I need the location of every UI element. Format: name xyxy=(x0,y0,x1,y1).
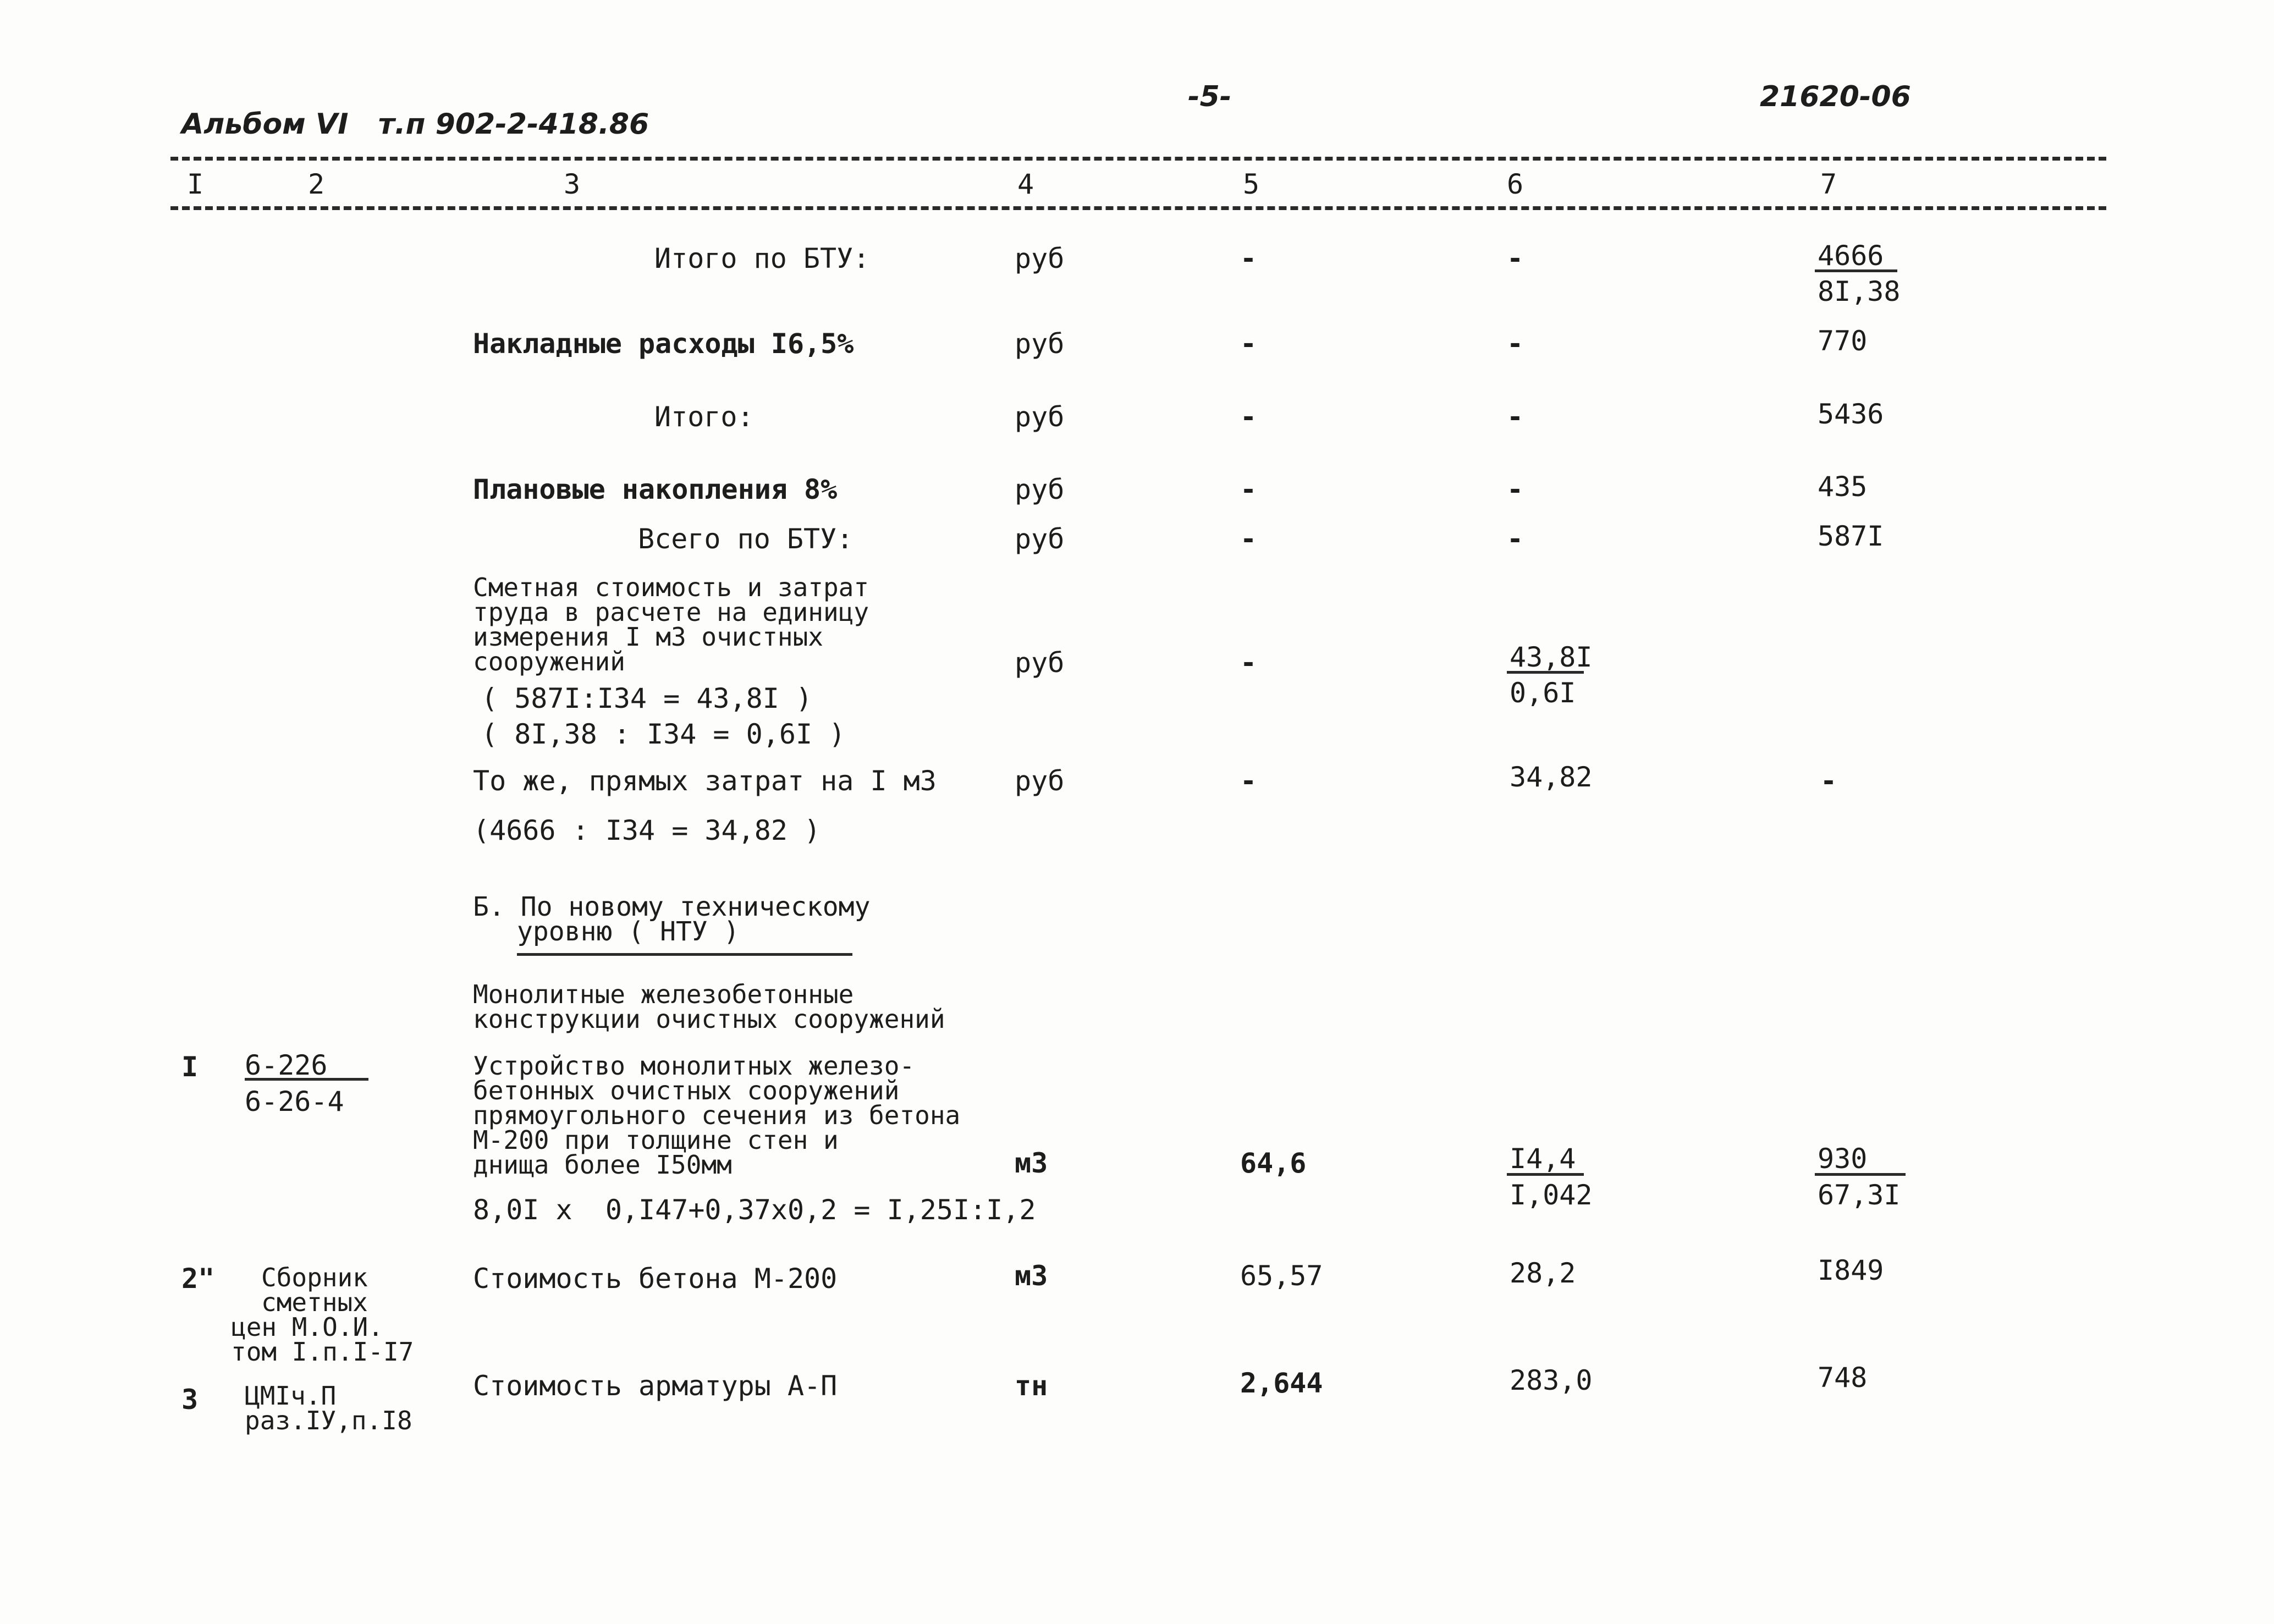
header-bottom-rule xyxy=(170,206,2106,210)
header-top-rule xyxy=(170,157,2106,161)
vsego-btu-label: Всего по БТУ: xyxy=(638,523,854,555)
album-reference: Альбом VI т.п 902-2-418.86 xyxy=(181,108,649,141)
row-2-ref-line-1: Сборник xyxy=(261,1263,368,1292)
nakladnye-col6: - xyxy=(1507,328,1524,360)
row-1-ref-top: 6-226 xyxy=(245,1049,328,1081)
direct-cost-calc: (4666 : I34 = 34,82 ) xyxy=(473,814,821,846)
row-1-col6-bottom: I,042 xyxy=(1510,1179,1593,1211)
direct-cost-col5: - xyxy=(1240,765,1257,797)
unit-cost-line-4: сооружений xyxy=(473,647,625,676)
row-2-number: 2" xyxy=(181,1263,215,1295)
vsego-btu-col7: 587I xyxy=(1818,520,1884,552)
column-header-3: 3 xyxy=(564,168,581,200)
section-b-line-2: уровню ( НТУ ) xyxy=(517,916,740,947)
direct-cost-label: То же, прямых затрат на I м3 xyxy=(473,765,937,797)
column-header-4: 4 xyxy=(1017,168,1034,200)
column-header-6: 6 xyxy=(1507,168,1524,200)
unit-cost-col6-top: 43,8I xyxy=(1510,641,1593,673)
row-1-desc-line-3: прямоугольного сечения из бетона xyxy=(473,1100,961,1130)
column-header-7: 7 xyxy=(1820,168,1837,200)
planovye-unit: руб xyxy=(1015,474,1065,505)
unit-cost-line-1: Сметная стоимость и затрат xyxy=(473,572,869,602)
row-1-desc-line-4: М-200 при толщине стен и xyxy=(473,1125,839,1155)
itogo-btu-label: Итого по БТУ: xyxy=(654,243,870,274)
unit-cost-fraction-line xyxy=(1507,671,1584,674)
row-3-ref-line-2: раз.IУ,п.I8 xyxy=(245,1406,412,1435)
row-1-col5: 64,6 xyxy=(1240,1147,1307,1179)
column-header-1: I xyxy=(187,168,204,200)
row-1-desc-line-1: Устройство монолитных железо- xyxy=(473,1051,915,1081)
unit-cost-line-2: труда в расчете на единицу xyxy=(473,597,869,627)
row-1-desc-line-5: днища более I50мм xyxy=(473,1150,732,1180)
unit-cost-calc-2: ( 8I,38 : I34 = 0,6I ) xyxy=(481,718,846,750)
itogo-btu-fraction-line xyxy=(1815,269,1897,272)
unit-cost-unit: руб xyxy=(1015,647,1065,679)
row-2-ref-line-4: том I.п.I-I7 xyxy=(231,1337,414,1367)
page-number: -5- xyxy=(1188,80,1232,113)
itogo-btu-col5: - xyxy=(1240,243,1257,274)
itogo-col6: - xyxy=(1507,401,1524,433)
row-1-col7-fraction-line xyxy=(1815,1173,1906,1176)
itogo-btu-unit: руб xyxy=(1015,243,1065,274)
itogo-btu-col7-bottom: 8I,38 xyxy=(1818,276,1901,307)
row-1-unit: м3 xyxy=(1015,1147,1048,1179)
row-2-col5: 65,57 xyxy=(1240,1260,1323,1292)
nakladnye-label: Накладные расходы I6,5% xyxy=(473,328,854,360)
section-b-underline xyxy=(517,953,852,956)
row-1-ref-fraction-line xyxy=(245,1078,368,1081)
row-3-ref-line-1: ЦМIч.П xyxy=(245,1381,337,1411)
planovye-label: Плановые накопления 8% xyxy=(473,474,838,505)
row-1-calc: 8,0I x 0,I47+0,37x0,2 = I,25I:I,2 xyxy=(473,1194,1036,1226)
monolith-heading-line-1: Монолитные железобетонные xyxy=(473,979,854,1009)
row-2-ref-line-3: цен М.О.И. xyxy=(231,1312,383,1342)
row-1-number: I xyxy=(181,1051,199,1083)
itogo-col5: - xyxy=(1240,401,1257,433)
planovye-col6: - xyxy=(1507,474,1524,505)
row-2-ref-line-2: сметных xyxy=(261,1287,368,1317)
unit-cost-col5: - xyxy=(1240,647,1257,679)
row-1-col6-fraction-line xyxy=(1507,1173,1584,1176)
itogo-col7: 5436 xyxy=(1818,398,1884,430)
unit-cost-line-3: измерения I м3 очистных xyxy=(473,622,823,652)
direct-cost-col7: - xyxy=(1820,765,1837,797)
row-3-col6: 283,0 xyxy=(1510,1364,1593,1396)
row-2-unit: м3 xyxy=(1015,1260,1048,1292)
itogo-btu-col7-top: 4666 xyxy=(1818,240,1884,272)
vsego-btu-col6: - xyxy=(1507,523,1524,555)
planovye-col5: - xyxy=(1240,474,1257,505)
itogo-btu-col6: - xyxy=(1507,243,1524,274)
row-1-ref-bottom: 6-26-4 xyxy=(245,1086,344,1117)
row-1-col7-bottom: 67,3I xyxy=(1818,1179,1901,1211)
row-3-number: 3 xyxy=(181,1384,199,1416)
direct-cost-col6: 34,82 xyxy=(1510,761,1593,793)
column-header-2: 2 xyxy=(308,168,325,200)
nakladnye-col7: 770 xyxy=(1818,325,1868,357)
row-3-col7: 748 xyxy=(1818,1362,1868,1394)
vsego-btu-col5: - xyxy=(1240,523,1257,555)
itogo-label: Итого: xyxy=(654,401,754,433)
row-3-unit: тн xyxy=(1015,1370,1048,1402)
unit-cost-col6-bottom: 0,6I xyxy=(1510,677,1576,709)
planovye-col7: 435 xyxy=(1818,471,1868,503)
row-2-col7: I849 xyxy=(1818,1254,1884,1286)
document-code: 21620-06 xyxy=(1760,80,1911,113)
column-header-5: 5 xyxy=(1243,168,1260,200)
unit-cost-calc-1: ( 587I:I34 = 43,8I ) xyxy=(481,682,813,714)
row-1-desc-line-2: бетонных очистных сооружений xyxy=(473,1076,900,1105)
row-3-col5: 2,644 xyxy=(1240,1367,1323,1399)
direct-cost-unit: руб xyxy=(1015,765,1065,797)
row-2-col6: 28,2 xyxy=(1510,1257,1576,1289)
nakladnye-unit: руб xyxy=(1015,328,1065,360)
section-b-line-1: Б. По новому техническому xyxy=(473,891,871,922)
row-2-desc: Стоимость бетона М-200 xyxy=(473,1263,838,1295)
vsego-btu-unit: руб xyxy=(1015,523,1065,555)
row-3-desc: Стоимость арматуры А-П xyxy=(473,1370,838,1402)
row-1-col7-top: 930 xyxy=(1818,1143,1868,1175)
nakladnye-col5: - xyxy=(1240,328,1257,360)
row-1-col6-top: I4,4 xyxy=(1510,1143,1576,1175)
itogo-unit: руб xyxy=(1015,401,1065,433)
monolith-heading-line-2: конструкции очистных сооружений xyxy=(473,1004,945,1034)
